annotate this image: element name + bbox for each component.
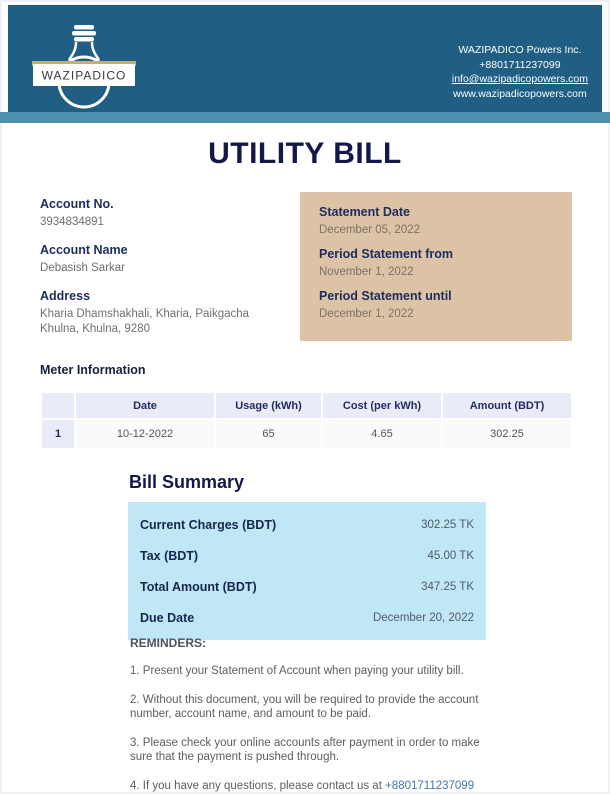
table-row xyxy=(42,420,571,448)
address-group xyxy=(40,289,295,337)
company-website: www.wazipadicopowers.com xyxy=(453,87,587,100)
reminder-item-4 xyxy=(130,779,488,794)
lightbulb-icon xyxy=(32,25,136,113)
column-header-index xyxy=(42,393,74,418)
address-line1: Kharia Dhamshakhali, Kharia, Paikgacha xyxy=(40,308,250,320)
summary-row-current-charges xyxy=(140,509,474,540)
statement-dates-box xyxy=(300,192,572,341)
account-info xyxy=(40,197,295,350)
period-until-group xyxy=(319,289,554,322)
column-header-cost: Cost (per kWh) xyxy=(323,393,441,418)
period-until-value: December 1, 2022 xyxy=(319,308,414,320)
date-cell: 10-12-2022 xyxy=(76,420,214,448)
period-from-group xyxy=(319,247,554,280)
summary-value: December 20, 2022 xyxy=(372,611,474,624)
summary-row-tax xyxy=(140,540,474,571)
account-name-group xyxy=(40,243,295,276)
column-header-usage: Usage (kWh) xyxy=(216,393,321,418)
summary-label: Tax (BDT) xyxy=(140,548,199,563)
reminder-item-2: 2. Without this document, you will be required to provide the account number, account name, and amount to be paid. xyxy=(130,693,479,720)
logo-text: WAZIPADICO xyxy=(41,68,127,83)
summary-row-due-date xyxy=(140,602,474,633)
account-no-group xyxy=(40,197,295,230)
contact-phone-link[interactable]: +8801711237099 xyxy=(385,779,475,792)
column-header-date: Date xyxy=(76,393,214,418)
statement-date-label: Statement Date xyxy=(319,205,410,219)
period-from-value: November 1, 2022 xyxy=(319,266,414,278)
meter-table-header-row xyxy=(42,393,571,418)
row-number-cell: 1 xyxy=(42,420,74,448)
column-header-amount: Amount (BDT) xyxy=(443,393,571,418)
bill-summary-title: Bill Summary xyxy=(129,472,245,492)
meter-table xyxy=(40,391,573,450)
meter-section-title: Meter Information xyxy=(40,363,146,377)
company-phone: +8801711237099 xyxy=(479,58,561,71)
reminder-item-1: 1. Present your Statement of Account when paying your utility bill. xyxy=(130,665,464,677)
account-no-value: 3934834891 xyxy=(40,216,104,228)
statement-date-value: December 05, 2022 xyxy=(319,224,421,236)
header-accent-strip xyxy=(0,112,610,123)
address-line2: Khulna, Khulna, 9280 xyxy=(40,323,150,335)
summary-label: Due Date xyxy=(140,610,195,625)
summary-row-total xyxy=(140,571,474,602)
address-label: Address xyxy=(40,289,91,303)
page-title: UTILITY BILL xyxy=(208,137,402,170)
reminders-title: REMINDERS: xyxy=(130,636,207,650)
reminders-section xyxy=(130,636,488,794)
amount-cell: 302.25 xyxy=(443,420,571,448)
account-name-value: Debasish Sarkar xyxy=(40,262,126,274)
reminder-item-4-text: 4. If you have any questions, please contact us at xyxy=(130,779,386,792)
statement-date-group xyxy=(319,205,554,238)
company-name: WAZIPADICO Powers Inc. xyxy=(458,44,582,56)
usage-cell: 65 xyxy=(216,420,321,448)
header xyxy=(8,5,602,112)
summary-value: 347.25 TK xyxy=(421,580,474,593)
summary-value: 302.25 TK xyxy=(421,518,474,531)
company-logo xyxy=(32,25,136,113)
reminder-item-3: 3. Please check your online accounts after payment in order to make sure that the payment is pushed through. xyxy=(130,736,480,763)
cost-cell: 4.65 xyxy=(323,420,441,448)
company-contact-block xyxy=(452,43,588,101)
company-email-link[interactable]: info@wazipadicopowers.com xyxy=(451,73,588,85)
account-no-label: Account No. xyxy=(40,197,114,211)
bill-summary-box xyxy=(128,502,486,640)
account-name-label: Account Name xyxy=(40,243,128,257)
summary-value: 45.00 TK xyxy=(427,549,474,562)
period-until-label: Period Statement until xyxy=(319,289,452,303)
period-from-label: Period Statement from xyxy=(319,247,454,261)
summary-label: Current Charges (BDT) xyxy=(140,517,277,532)
summary-label: Total Amount (BDT) xyxy=(140,579,257,594)
